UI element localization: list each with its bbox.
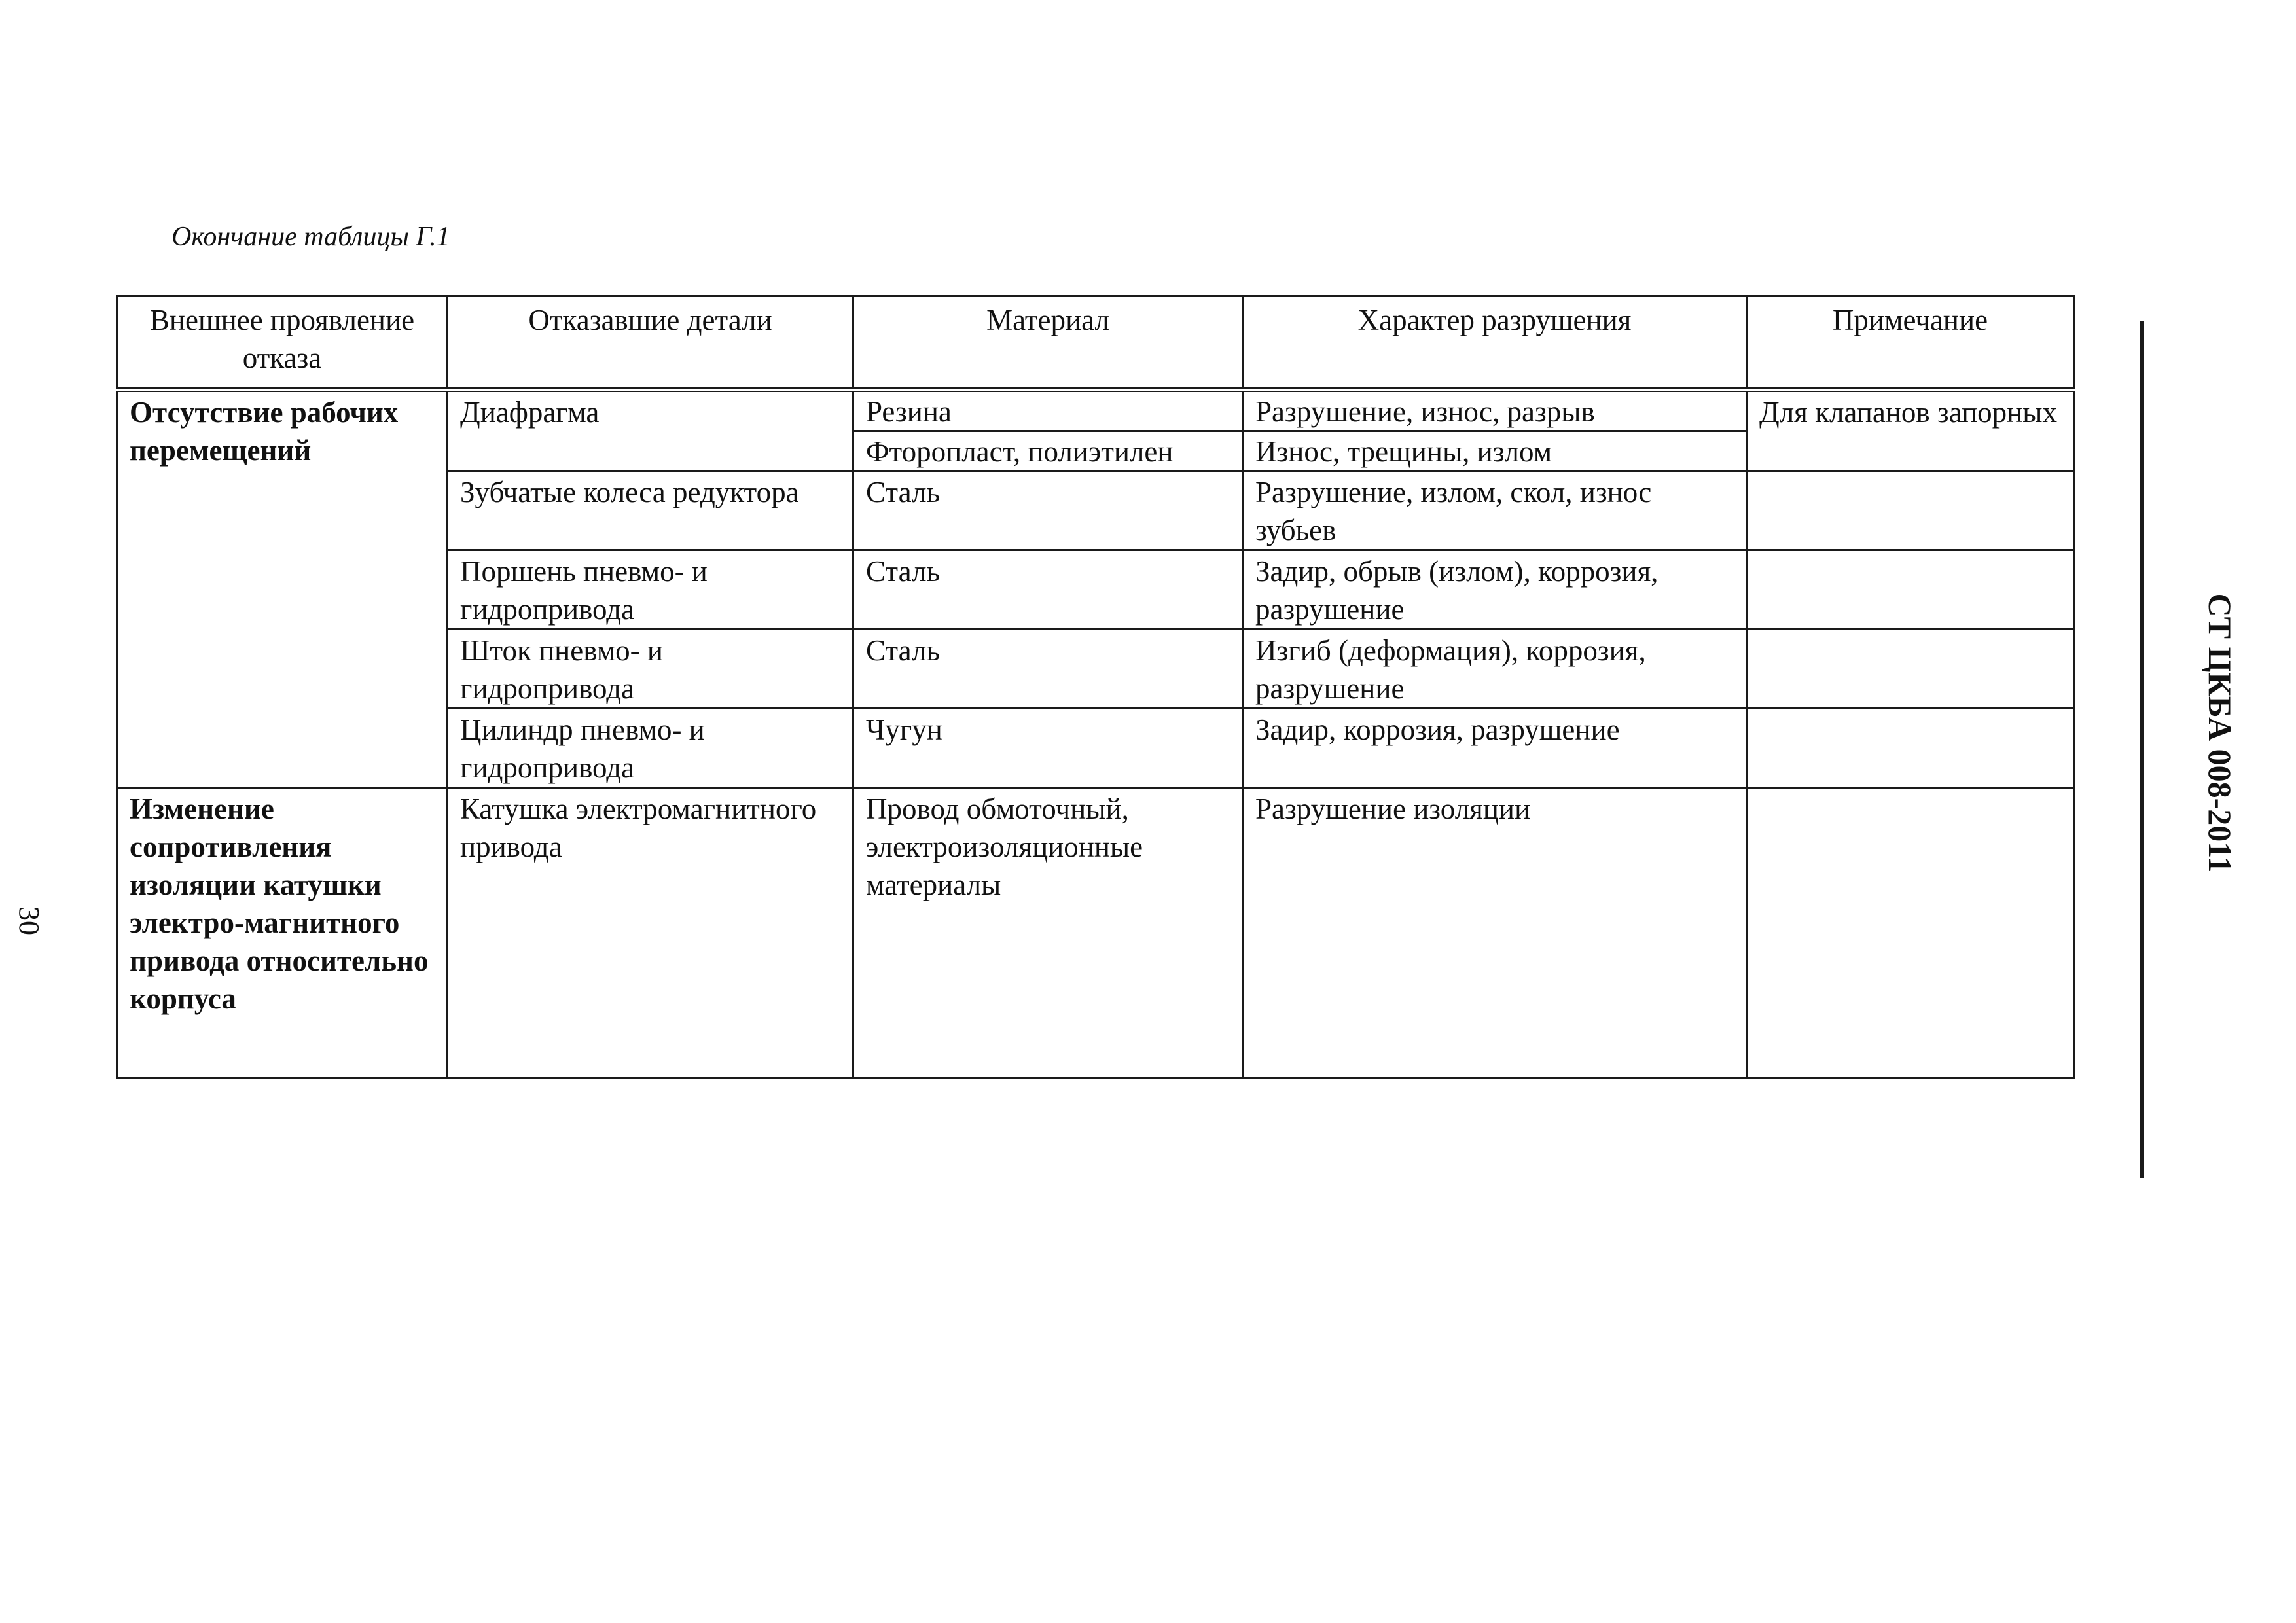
- table-row: [117, 788, 2074, 1078]
- table-header-row: [117, 296, 2074, 390]
- header-note: Примечание: [1747, 296, 2074, 390]
- damage-cell: [1243, 390, 1747, 471]
- damage-cell: Изгиб (деформация), коррозия, разрушение: [1243, 630, 1747, 709]
- damage-subcell: Износ, трещины, излом: [1244, 430, 1746, 470]
- part-cell: Диафрагма: [448, 390, 853, 471]
- material-cell: Провод обмоточный, электроизоляционные материалы: [853, 788, 1243, 1078]
- header-material: Материал: [853, 296, 1243, 390]
- part-cell: Катушка электромагнитного привода: [448, 788, 853, 1078]
- damage-cell: Задир, обрыв (излом), коррозия, разрушение: [1243, 550, 1747, 630]
- header-manifestation: Внешнее проявление отказа: [117, 296, 448, 390]
- page-number: 30: [13, 906, 45, 935]
- part-cell: Цилиндр пневмо- и гидропривода: [448, 709, 853, 788]
- damage-cell: Разрушение изоляции: [1243, 788, 1747, 1078]
- material-subcell: Резина: [866, 395, 952, 428]
- header-damage-type: Характер разрушения: [1243, 296, 1747, 390]
- table-caption: Окончание таблицы Г.1: [171, 222, 450, 252]
- failure-table: [116, 295, 2075, 1079]
- note-cell: [1747, 630, 2074, 709]
- note-cell: [1747, 550, 2074, 630]
- manifestation-cell: Изменение сопротивления изоляции катушки электро-магнитного привода относительно корпуса: [117, 788, 448, 1078]
- material-cell: Сталь: [853, 550, 1243, 630]
- part-cell: Поршень пневмо- и гидропривода: [448, 550, 853, 630]
- material-subcell: Фторопласт, полиэтилен: [854, 430, 1242, 470]
- note-cell: [1747, 709, 2074, 788]
- note-cell: [1747, 471, 2074, 550]
- document-code: СТ ЦКБА 008-2011: [2202, 593, 2238, 873]
- damage-cell: Разрушение, излом, скол, износ зубьев: [1243, 471, 1747, 550]
- header-failed-parts: Отказавшие детали: [448, 296, 853, 390]
- part-cell: Шток пневмо- и гидропривода: [448, 630, 853, 709]
- table-row: [117, 390, 2074, 471]
- manifestation-cell: Отсутствие рабочих перемещений: [117, 390, 448, 788]
- damage-cell: Задир, коррозия, разрушение: [1243, 709, 1747, 788]
- material-cell: Сталь: [853, 471, 1243, 550]
- note-cell: Для клапанов запорных: [1747, 390, 2074, 471]
- note-cell: [1747, 788, 2074, 1078]
- material-cell: Чугун: [853, 709, 1243, 788]
- damage-subcell: Разрушение, износ, разрыв: [1255, 395, 1595, 428]
- part-cell: Зубчатые колеса редуктора: [448, 471, 853, 550]
- side-rule: [2140, 321, 2144, 1178]
- material-cell: Сталь: [853, 630, 1243, 709]
- material-cell: [853, 390, 1243, 471]
